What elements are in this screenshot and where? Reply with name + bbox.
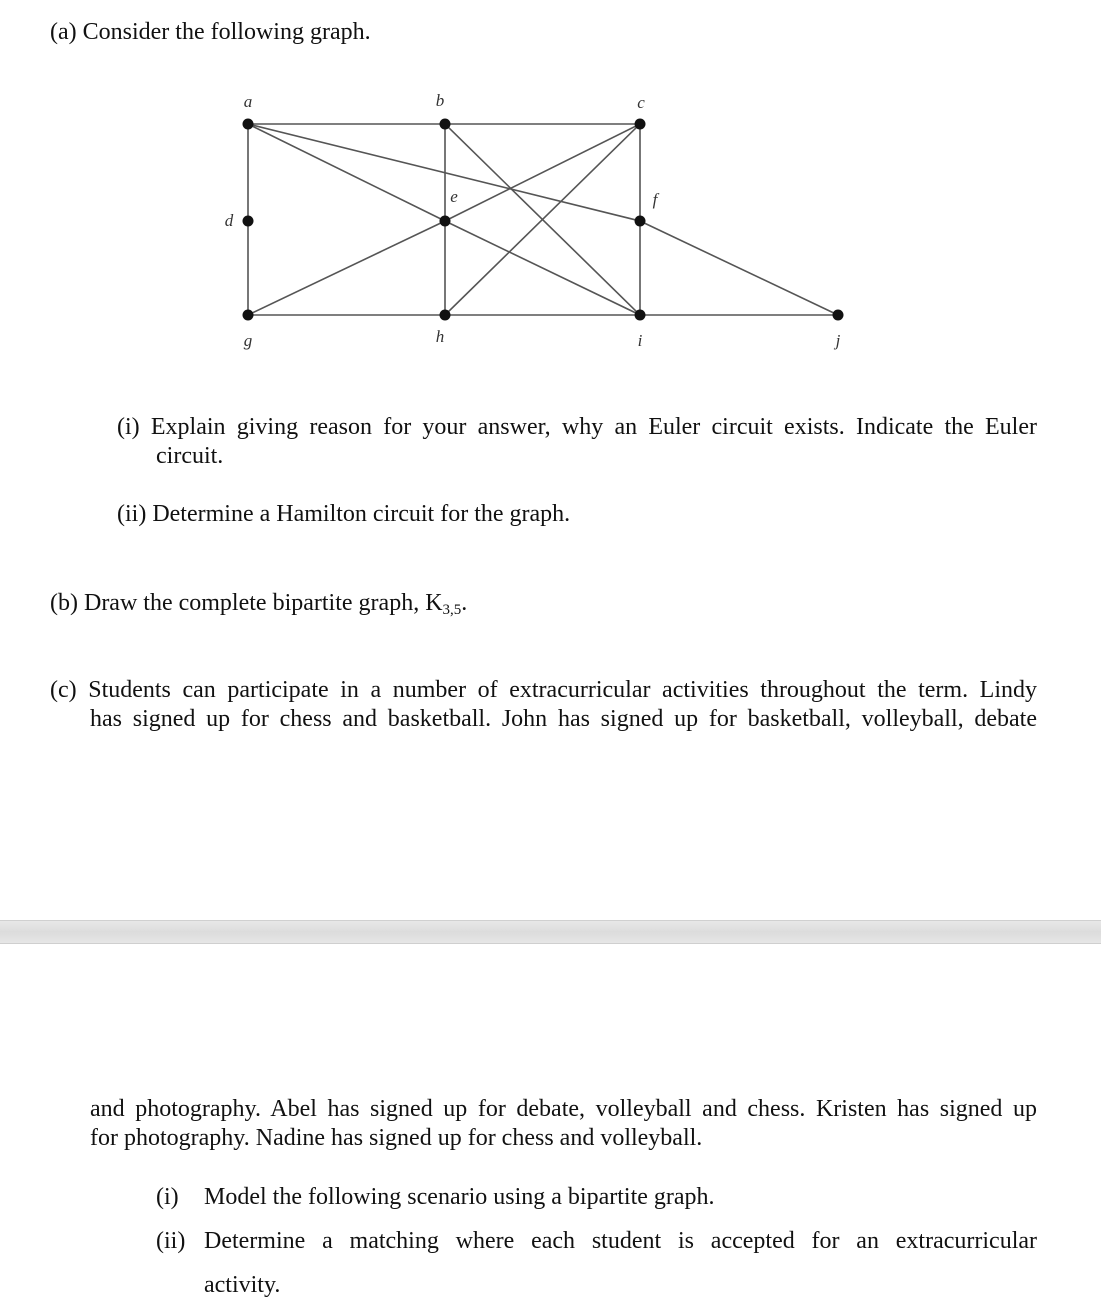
graph-node-label-g: g (243, 331, 253, 350)
graph-node-label-e: e (450, 187, 458, 206)
graph-node-c (635, 119, 646, 130)
graph-node-e (440, 216, 451, 227)
graph-edge-c-e (445, 124, 640, 221)
graph-node-label-b: b (435, 91, 445, 110)
graph-node-label-i: i (637, 331, 643, 350)
graph-node-d (243, 216, 254, 227)
graph-node-f (635, 216, 646, 227)
graph-node-h (440, 310, 451, 321)
part-c-question-1-number: (i) (156, 1184, 179, 1210)
graph-edge-f-j (640, 221, 838, 315)
graph-edge-a-f (248, 124, 640, 221)
page-divider (0, 920, 1101, 944)
part-c-question-2-text: Determine a matching where each student is accepted for an extracurricular (204, 1228, 1037, 1254)
graph-edge-e-g (248, 221, 445, 315)
graph-node-label-d: d (224, 211, 234, 230)
part-b-question (50, 588, 467, 625)
graph-node-label-c: c (637, 93, 645, 112)
graph-node-a (243, 119, 254, 130)
part-c-line-2: has signed up for chess and basketball. John has signed up for basketball, volleyball, debate (90, 706, 1037, 732)
graph-edge-e-i (445, 221, 640, 315)
part-b-subscript: 3,5 (442, 602, 462, 618)
part-c-question-1-text: Model the following scenario using a bipartite graph. (204, 1184, 715, 1210)
graph-node-j (833, 310, 844, 321)
part-b-text: (b) Draw the complete bipartite graph, K (50, 590, 443, 616)
part-c-line-1: (c) Students can participate in a number of extracurricular activities throughout the term. Lindy (50, 677, 1037, 703)
part-c-question-2-text-cont: activity. (204, 1272, 281, 1298)
graph-node-g (243, 310, 254, 321)
part-c-line-4: for photography. Nadine has signed up for chess and volleyball. (90, 1125, 703, 1151)
part-b-end: . (461, 590, 468, 616)
part-c-question-2-number: (ii) (156, 1228, 186, 1254)
part-a-question-1-line-1: (i) Explain giving reason for your answer, why an Euler circuit exists. Indicate the Euler (117, 414, 1037, 440)
graph-node-b (440, 119, 451, 130)
graph-node-label-h: h (435, 327, 445, 346)
graph-node-label-j: j (835, 331, 841, 350)
part-c-line-3: and photography. Abel has signed up for debate, volleyball and chess. Kristen has signed up (90, 1096, 1037, 1122)
graph-edge-a-e (248, 124, 445, 221)
graph-node-label-a: a (243, 92, 253, 111)
part-a-intro: (a) Consider the following graph. (50, 19, 371, 45)
graph-figure (0, 0, 1101, 360)
graph-node-label-f: f (652, 190, 658, 209)
part-a-question-2: (ii) Determine a Hamilton circuit for the graph. (117, 501, 571, 527)
part-a-question-1-line-2: circuit. (156, 443, 224, 469)
graph-node-i (635, 310, 646, 321)
